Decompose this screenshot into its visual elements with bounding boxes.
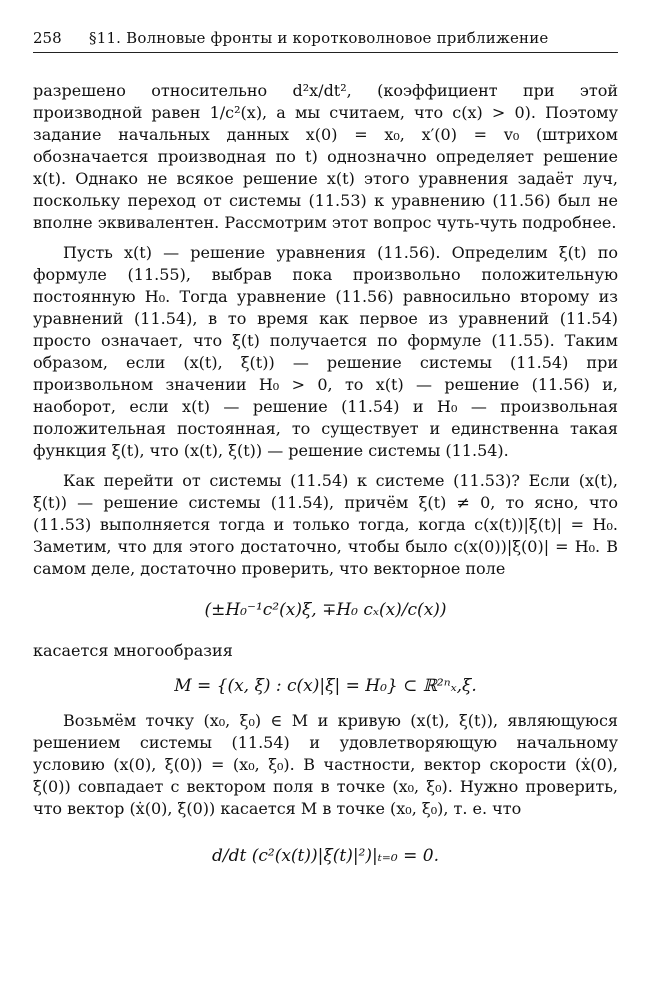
- vector-field-equation: (±H₀⁻¹c²(x)ξ, ∓H₀ cₓ(x)/c(x)): [204, 600, 447, 620]
- paragraph-1: разрешено относительно d²x/dt², (коэффициент при этой производной равен 1/c²(x), а мы считаем, что c(x) > 0). Поэтому задание начальных данных x(0) = x₀, x′(0) = v₀ (штрихом обозначается производная по t) однозначно определяет решение x(t). Однако не всякое решение x(t) этого уравнения задаёт луч, поскольку переход от системы (11.53) к уравнению (11.56) был не вполне эквивалентен. Рассмотрим этот вопрос чуть-чуть подробнее.: [33, 81, 618, 232]
- manifold-equation: M = {(x, ξ) : c(x)|ξ| = H₀} ⊂ ℝ²ⁿₓ,ξ.: [174, 676, 477, 696]
- section-title: §11. Волновые фронты и коротковолновое приближение: [89, 29, 549, 47]
- running-header: [33, 26, 618, 53]
- paragraph-3: Как перейти от системы (11.54) к системе (11.53)? Если (x(t), ξ(t)) — решение системы (11.54), причём ξ(t) ≠ 0, то ясно, что (11.53) выполняется тогда и только тогда, когда c(x(t))|ξ(t)| = H₀. Заметим, что для этого достаточно, чтобы было c(x(0))|ξ(0)| = H₀. В самом деле, достаточно проверить, что векторное поле: [33, 471, 618, 578]
- paragraph-4: касается многообразия: [33, 641, 233, 660]
- paragraph-2: Пусть x(t) — решение уравнения (11.56). Определим ξ(t) по формуле (11.55), выбрав пока произвольно положительную постоянную H₀. Тогда уравнение (11.56) равносильно второму из уравнений (11.54), в то время как первое из уравнений (11.54) просто означает, что ξ(t) получается по формуле (11.55). Таким образом, если (x(t), ξ(t)) — решение системы (11.54) при произвольном значении H₀ > 0, то x(t) — решение (11.56) и, наоборот, если x(t) — решение (11.54) и H₀ — произвольная положительная постоянная, то существует и единственна такая функция ξ(t), что (x(t), ξ(t)) — решение системы (11.54).: [33, 243, 618, 460]
- derivative-equation: d/dt (c²(x(t))|ξ(t)|²)|ₜ₌₀ = 0.: [212, 846, 439, 866]
- paragraph-5: Возьмём точку (x₀, ξ₀) ∈ M и кривую (x(t), ξ(t)), являющуюся решением системы (11.54) и удовлетворяющую начальному условию (x(0), ξ(0)) = (x₀, ξ₀). В частности, вектор скорости (ẋ(0), ξ̇(0)) совпадает с вектором поля в точке (x₀, ξ₀). Нужно проверить, что вектор (ẋ(0), ξ̇(0)) касается M в точке (x₀, ξ₀), т. е. что: [33, 711, 618, 818]
- page-number: 258: [33, 29, 62, 47]
- page-body: [33, 80, 618, 892]
